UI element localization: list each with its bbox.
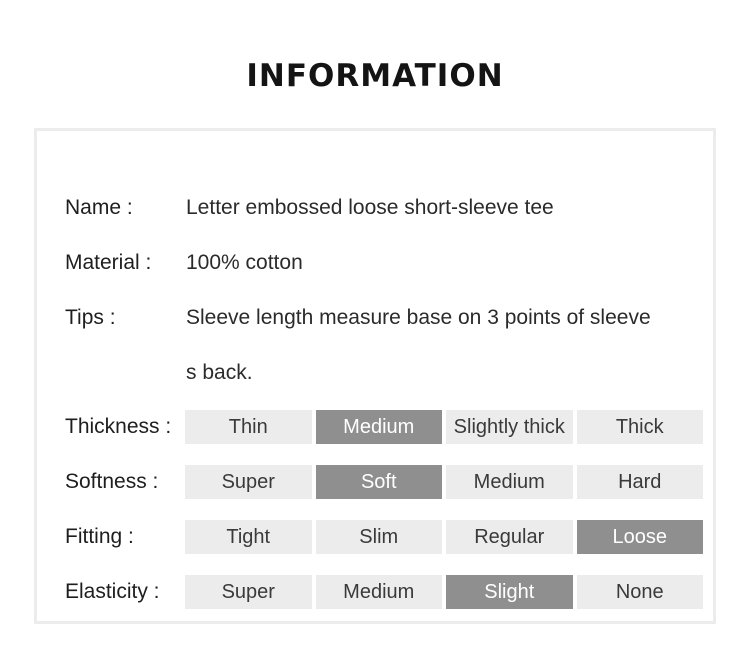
material-label: Material : [65,251,152,274]
fitting-option-selected: Loose [577,520,704,554]
name-value: Letter embossed loose short-sleeve tee [186,196,554,219]
elasticity-scale [185,575,703,609]
material-value: 100% cotton [186,251,303,274]
fitting-scale [185,520,703,554]
fitting-label: Fitting : [65,525,134,548]
page-title: INFORMATION [246,58,504,94]
fitting-option: Tight [185,520,312,554]
softness-option: Hard [577,465,704,499]
elasticity-label: Elasticity : [65,580,160,603]
softness-scale [185,465,703,499]
tips-value-line2: s back. [186,361,253,384]
thickness-option: Thick [577,410,704,444]
softness-label: Softness : [65,470,159,493]
thickness-option: Thin [185,410,312,444]
tips-value-line1: Sleeve length measure base on 3 points of sleeve [186,306,651,329]
tips-label: Tips : [65,306,116,329]
softness-option-selected: Soft [316,465,443,499]
elasticity-option: Medium [316,575,443,609]
thickness-option: Slightly thick [446,410,573,444]
fitting-option: Slim [316,520,443,554]
thickness-option-selected: Medium [316,410,443,444]
thickness-scale [185,410,703,444]
softness-option: Super [185,465,312,499]
elasticity-option: None [577,575,704,609]
softness-option: Medium [446,465,573,499]
name-label: Name : [65,196,133,219]
elasticity-option-selected: Slight [446,575,573,609]
fitting-option: Regular [446,520,573,554]
elasticity-option: Super [185,575,312,609]
thickness-label: Thickness : [65,415,172,438]
